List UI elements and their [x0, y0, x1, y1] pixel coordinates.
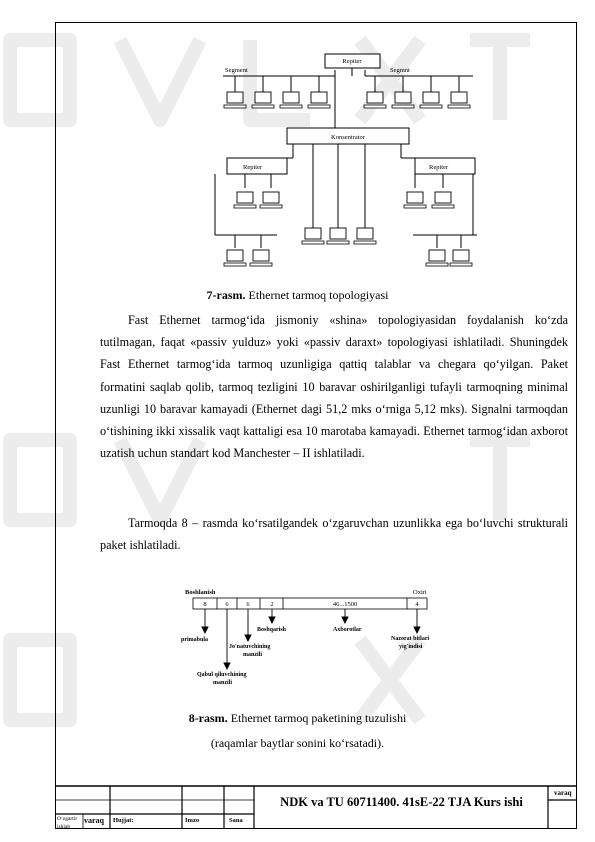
- figure8-caption-note: (raqamlar baytlar sonini ko‘rsatadi).: [210, 736, 385, 750]
- repiter-top-label: Repiter: [342, 58, 362, 65]
- stamp-sana-col: Sana: [229, 817, 243, 824]
- ann-preamble: primabula: [181, 637, 209, 643]
- ann-checksum-1: Nazorat bitlari: [391, 636, 430, 642]
- stamp-varaq-label: varaq: [554, 789, 572, 797]
- repiter-right-label: Repiter: [429, 164, 449, 171]
- ann-data: Axborotlar: [333, 627, 362, 633]
- stamp-imzo-col: Imzo: [185, 817, 200, 824]
- ann-sender-2: manzili: [243, 652, 262, 658]
- stamp-ozgartir-label: O‘zgartir: [57, 816, 78, 822]
- cell-fcs: 4: [415, 601, 419, 608]
- segment-right-label: Segmnt: [390, 67, 410, 74]
- ann-receiver-1: Qabul qiluvchining: [197, 672, 247, 678]
- repiter-left-label: Repiter: [243, 164, 263, 171]
- document-title: NDK va TU 60711400. 41sE-22 TJA Kurs ishi: [280, 795, 523, 809]
- segment-left-label: Segment: [225, 67, 248, 74]
- ann-receiver-2: manzili: [213, 680, 232, 686]
- packet-end-label: Oxiri: [413, 589, 427, 596]
- ann-checksum-2: yig'indisi: [399, 644, 423, 650]
- stamp-varaq-col: varaq: [84, 816, 104, 825]
- ethernet-topology-diagram: [205, 50, 485, 270]
- cell-preamble: 8: [203, 601, 207, 608]
- paragraph-packet: Tarmoqda 8 – rasmda ko‘rsatilgandek o‘zgaruvchan uzunlikka ega bo‘luvchi strukturali paket ishlatiladi.: [100, 516, 568, 553]
- ethernet-packet-diagram: [175, 585, 455, 695]
- cell-data: 46...1500: [332, 601, 358, 608]
- paragraph-fast-ethernet: Fast Ethernet tarmog‘ida jismoniy «shina» topologiyasidan foydalanish ko‘zda tutilmagan, faqat «passiv yulduz» yoki «passiv daraxt» topologiyasi ishlatiladi. Shuningdek Fast Ethernet tarmog‘ida tarmoq uzunligiga qattiq talablar va chegara qo‘yilgan. Paket formatini saqlab qolib, tarmoq tezligini 10 baravar oshirilganligi tufayli tarmoqning minimal uzunligi 10 baravar kamayadi (Ethernet dagi 51,2 mks o‘rniga 5,12 mks). Signalni tarmoqdan o‘tishining ikki xissalik vaqt kattaligi esa 10 marotaba kamayadi. Ethernet tarmog‘idan axborot uzatish uchun standart kod Manchester – II ishlatiladi.: [100, 313, 568, 461]
- packet-start-label: Boshlanish: [185, 589, 216, 596]
- figure8-caption: 8-rasm. Ethernet tarmoq paketining tuzulishi: [188, 711, 407, 725]
- cell-src: 6: [246, 601, 250, 608]
- ann-header: Boshqarish: [257, 627, 287, 633]
- cell-dest: 6: [225, 601, 229, 608]
- cell-type: 2: [270, 601, 274, 608]
- figure7-caption: 7-rasm. Ethernet tarmoq topologiyasi: [206, 288, 389, 302]
- konsentrator-label: Konsentrator: [331, 134, 365, 141]
- stamp-row-label: ishlab: [57, 824, 71, 830]
- ann-sender-1: Jo'natuvchining: [229, 644, 271, 650]
- stamp-hujjat-col: Hujjat:: [113, 817, 134, 824]
